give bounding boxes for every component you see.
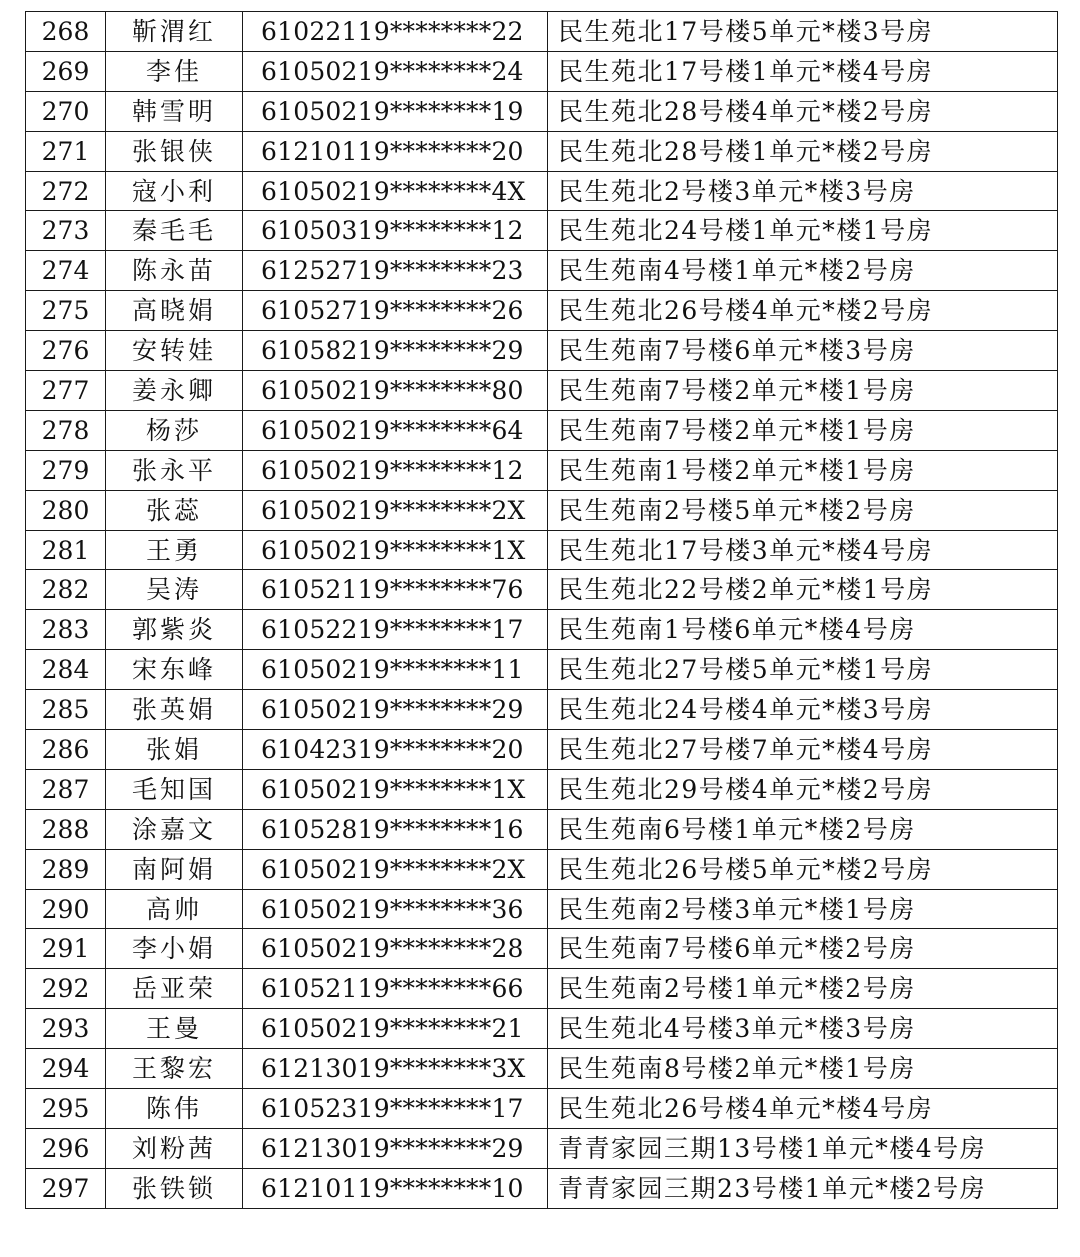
id-number-cell: 61050319********12 bbox=[243, 211, 548, 251]
row-index-cell: 295 bbox=[26, 1089, 106, 1129]
address-cell: 民生苑北17号楼5单元*楼3号房 bbox=[548, 12, 1058, 52]
row-index-cell: 290 bbox=[26, 889, 106, 929]
address-cell: 民生苑北26号楼5单元*楼2号房 bbox=[548, 849, 1058, 889]
address-cell: 民生苑北17号楼3单元*楼4号房 bbox=[548, 530, 1058, 570]
resident-name-cell: 吴涛 bbox=[106, 570, 243, 610]
resident-name-cell: 张英娟 bbox=[106, 690, 243, 730]
resident-table bbox=[25, 11, 1058, 1209]
resident-name-cell: 涂嘉文 bbox=[106, 809, 243, 849]
id-number-cell: 61050219********1X bbox=[243, 530, 548, 570]
id-number-cell: 61052119********76 bbox=[243, 570, 548, 610]
table-row bbox=[26, 1009, 1058, 1049]
row-index-cell: 294 bbox=[26, 1049, 106, 1089]
row-index-cell: 291 bbox=[26, 929, 106, 969]
id-number-cell: 61050219********64 bbox=[243, 410, 548, 450]
resident-name-cell: 王黎宏 bbox=[106, 1049, 243, 1089]
row-index-cell: 281 bbox=[26, 530, 106, 570]
address-cell: 民生苑南7号楼2单元*楼1号房 bbox=[548, 410, 1058, 450]
id-number-cell: 61050219********2X bbox=[243, 490, 548, 530]
row-index-cell: 278 bbox=[26, 410, 106, 450]
address-cell: 民生苑南7号楼6单元*楼2号房 bbox=[548, 929, 1058, 969]
resident-name-cell: 刘粉茜 bbox=[106, 1128, 243, 1168]
id-number-cell: 61052819********16 bbox=[243, 809, 548, 849]
id-number-cell: 61050219********28 bbox=[243, 929, 548, 969]
address-cell: 民生苑北28号楼1单元*楼2号房 bbox=[548, 131, 1058, 171]
address-cell: 民生苑北27号楼5单元*楼1号房 bbox=[548, 650, 1058, 690]
row-index-cell: 287 bbox=[26, 769, 106, 809]
id-number-cell: 61052219********17 bbox=[243, 610, 548, 650]
table-row bbox=[26, 171, 1058, 211]
row-index-cell: 269 bbox=[26, 51, 106, 91]
resident-name-cell: 张银侠 bbox=[106, 131, 243, 171]
address-cell: 民生苑北26号楼4单元*楼2号房 bbox=[548, 291, 1058, 331]
resident-name-cell: 宋东峰 bbox=[106, 650, 243, 690]
resident-name-cell: 陈永苗 bbox=[106, 251, 243, 291]
id-number-cell: 61050219********80 bbox=[243, 371, 548, 411]
address-cell: 民生苑北29号楼4单元*楼2号房 bbox=[548, 769, 1058, 809]
resident-name-cell: 杨莎 bbox=[106, 410, 243, 450]
resident-name-cell: 李小娟 bbox=[106, 929, 243, 969]
id-number-cell: 61050219********1X bbox=[243, 769, 548, 809]
table-row bbox=[26, 251, 1058, 291]
id-number-cell: 61050219********36 bbox=[243, 889, 548, 929]
id-number-cell: 61050219********24 bbox=[243, 51, 548, 91]
id-number-cell: 61050219********19 bbox=[243, 91, 548, 131]
address-cell: 民生苑南8号楼2单元*楼1号房 bbox=[548, 1049, 1058, 1089]
resident-name-cell: 毛知国 bbox=[106, 769, 243, 809]
address-cell: 民生苑北26号楼4单元*楼4号房 bbox=[548, 1089, 1058, 1129]
row-index-cell: 272 bbox=[26, 171, 106, 211]
id-number-cell: 61052719********26 bbox=[243, 291, 548, 331]
id-number-cell: 61050219********29 bbox=[243, 690, 548, 730]
id-number-cell: 61050219********21 bbox=[243, 1009, 548, 1049]
row-index-cell: 285 bbox=[26, 690, 106, 730]
resident-name-cell: 张娟 bbox=[106, 730, 243, 770]
id-number-cell: 61058219********29 bbox=[243, 331, 548, 371]
address-cell: 青青家园三期23号楼1单元*楼2号房 bbox=[548, 1168, 1058, 1208]
table-row bbox=[26, 610, 1058, 650]
table-row bbox=[26, 450, 1058, 490]
address-cell: 民生苑北27号楼7单元*楼4号房 bbox=[548, 730, 1058, 770]
resident-name-cell: 高帅 bbox=[106, 889, 243, 929]
row-index-cell: 286 bbox=[26, 730, 106, 770]
address-cell: 民生苑南2号楼1单元*楼2号房 bbox=[548, 969, 1058, 1009]
table-row bbox=[26, 530, 1058, 570]
address-cell: 民生苑北24号楼4单元*楼3号房 bbox=[548, 690, 1058, 730]
table-row bbox=[26, 211, 1058, 251]
address-cell: 民生苑北4号楼3单元*楼3号房 bbox=[548, 1009, 1058, 1049]
resident-name-cell: 王勇 bbox=[106, 530, 243, 570]
table-row bbox=[26, 849, 1058, 889]
resident-name-cell: 南阿娟 bbox=[106, 849, 243, 889]
row-index-cell: 274 bbox=[26, 251, 106, 291]
row-index-cell: 276 bbox=[26, 331, 106, 371]
address-cell: 民生苑南6号楼1单元*楼2号房 bbox=[548, 809, 1058, 849]
table-row bbox=[26, 929, 1058, 969]
resident-name-cell: 秦毛毛 bbox=[106, 211, 243, 251]
row-index-cell: 289 bbox=[26, 849, 106, 889]
table-row bbox=[26, 969, 1058, 1009]
resident-name-cell: 郭紫炎 bbox=[106, 610, 243, 650]
table-row bbox=[26, 51, 1058, 91]
resident-name-cell: 岳亚荣 bbox=[106, 969, 243, 1009]
resident-name-cell: 安转娃 bbox=[106, 331, 243, 371]
table-row bbox=[26, 1049, 1058, 1089]
table-row bbox=[26, 889, 1058, 929]
id-number-cell: 61050219********2X bbox=[243, 849, 548, 889]
row-index-cell: 279 bbox=[26, 450, 106, 490]
id-number-cell: 61252719********23 bbox=[243, 251, 548, 291]
row-index-cell: 297 bbox=[26, 1168, 106, 1208]
table-row bbox=[26, 1128, 1058, 1168]
id-number-cell: 61050219********4X bbox=[243, 171, 548, 211]
address-cell: 民生苑南1号楼6单元*楼4号房 bbox=[548, 610, 1058, 650]
row-index-cell: 284 bbox=[26, 650, 106, 690]
table-row bbox=[26, 1168, 1058, 1208]
id-number-cell: 61052319********17 bbox=[243, 1089, 548, 1129]
id-number-cell: 61210119********20 bbox=[243, 131, 548, 171]
table-row bbox=[26, 650, 1058, 690]
table-row bbox=[26, 490, 1058, 530]
id-number-cell: 61213019********29 bbox=[243, 1128, 548, 1168]
row-index-cell: 270 bbox=[26, 91, 106, 131]
address-cell: 民生苑北17号楼1单元*楼4号房 bbox=[548, 51, 1058, 91]
table-row bbox=[26, 1089, 1058, 1129]
row-index-cell: 293 bbox=[26, 1009, 106, 1049]
table-row bbox=[26, 809, 1058, 849]
address-cell: 民生苑南2号楼5单元*楼2号房 bbox=[548, 490, 1058, 530]
resident-name-cell: 寇小利 bbox=[106, 171, 243, 211]
address-cell: 民生苑北28号楼4单元*楼2号房 bbox=[548, 91, 1058, 131]
row-index-cell: 268 bbox=[26, 12, 106, 52]
table-row bbox=[26, 331, 1058, 371]
resident-name-cell: 张永平 bbox=[106, 450, 243, 490]
table-row bbox=[26, 131, 1058, 171]
address-cell: 民生苑南7号楼2单元*楼1号房 bbox=[548, 371, 1058, 411]
id-number-cell: 61052119********66 bbox=[243, 969, 548, 1009]
id-number-cell: 61050219********12 bbox=[243, 450, 548, 490]
table-row bbox=[26, 291, 1058, 331]
id-number-cell: 61022119********22 bbox=[243, 12, 548, 52]
table-body bbox=[26, 12, 1058, 1209]
id-number-cell: 61213019********3X bbox=[243, 1049, 548, 1089]
row-index-cell: 271 bbox=[26, 131, 106, 171]
resident-name-cell: 张铁锁 bbox=[106, 1168, 243, 1208]
row-index-cell: 277 bbox=[26, 371, 106, 411]
id-number-cell: 61210119********10 bbox=[243, 1168, 548, 1208]
address-cell: 青青家园三期13号楼1单元*楼4号房 bbox=[548, 1128, 1058, 1168]
address-cell: 民生苑南1号楼2单元*楼1号房 bbox=[548, 450, 1058, 490]
table-row bbox=[26, 690, 1058, 730]
row-index-cell: 273 bbox=[26, 211, 106, 251]
table-row bbox=[26, 570, 1058, 610]
resident-name-cell: 张蕊 bbox=[106, 490, 243, 530]
resident-name-cell: 姜永卿 bbox=[106, 371, 243, 411]
address-cell: 民生苑北24号楼1单元*楼1号房 bbox=[548, 211, 1058, 251]
address-cell: 民生苑北22号楼2单元*楼1号房 bbox=[548, 570, 1058, 610]
table-row bbox=[26, 769, 1058, 809]
row-index-cell: 296 bbox=[26, 1128, 106, 1168]
row-index-cell: 275 bbox=[26, 291, 106, 331]
address-cell: 民生苑南4号楼1单元*楼2号房 bbox=[548, 251, 1058, 291]
row-index-cell: 282 bbox=[26, 570, 106, 610]
table-row bbox=[26, 12, 1058, 52]
resident-name-cell: 韩雪明 bbox=[106, 91, 243, 131]
row-index-cell: 292 bbox=[26, 969, 106, 1009]
resident-name-cell: 王曼 bbox=[106, 1009, 243, 1049]
table-row bbox=[26, 91, 1058, 131]
id-number-cell: 61042319********20 bbox=[243, 730, 548, 770]
row-index-cell: 280 bbox=[26, 490, 106, 530]
address-cell: 民生苑南7号楼6单元*楼3号房 bbox=[548, 331, 1058, 371]
resident-name-cell: 李佳 bbox=[106, 51, 243, 91]
resident-name-cell: 靳渭红 bbox=[106, 12, 243, 52]
row-index-cell: 288 bbox=[26, 809, 106, 849]
resident-name-cell: 高晓娟 bbox=[106, 291, 243, 331]
table-row bbox=[26, 410, 1058, 450]
table-row bbox=[26, 371, 1058, 411]
address-cell: 民生苑南2号楼3单元*楼1号房 bbox=[548, 889, 1058, 929]
table-row bbox=[26, 730, 1058, 770]
resident-name-cell: 陈伟 bbox=[106, 1089, 243, 1129]
address-cell: 民生苑北2号楼3单元*楼3号房 bbox=[548, 171, 1058, 211]
row-index-cell: 283 bbox=[26, 610, 106, 650]
id-number-cell: 61050219********11 bbox=[243, 650, 548, 690]
